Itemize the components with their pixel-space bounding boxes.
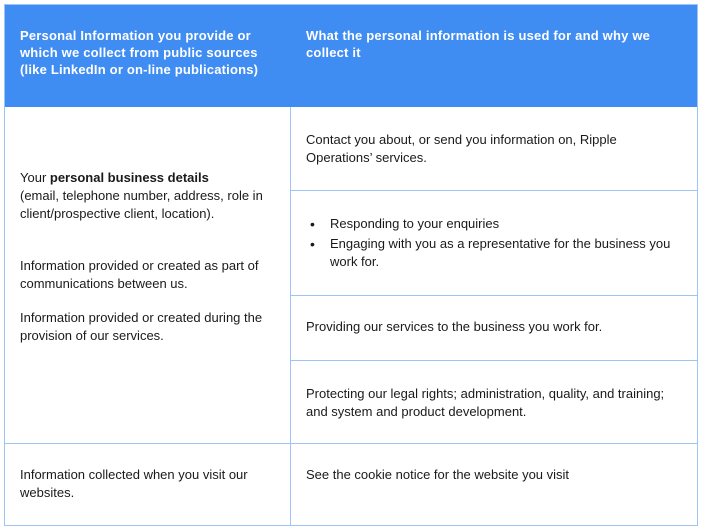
cookie-notice-text: See the cookie notice for the website you visit [306, 467, 570, 482]
cell-cookie [291, 444, 697, 525]
services-provision-text: Information provided or created during the provision of our services. [20, 310, 263, 343]
header-cell-information-source [5, 5, 290, 107]
header-cell-usage [290, 5, 697, 107]
communications-text: Information provided or created as part of communications between us. [20, 258, 259, 291]
providing-text: Providing our services to the business you work for. [306, 319, 603, 334]
contact-text: Contact you about, or send you information on, Ripple Operations’ services. [306, 132, 617, 165]
personal-details-text [20, 169, 280, 223]
cell-enquiries [291, 191, 697, 295]
protecting-text: Protecting our legal rights; administration, quality, and training; and system and product development. [306, 386, 665, 419]
enquiries-list [306, 215, 676, 271]
list-item: • Responding to your enquiries [306, 215, 676, 233]
list-item: • Engaging with you as a representative for the business you work for. [306, 235, 676, 271]
header-text-information-source: Personal Information you provide or which we collect from public sources (like LinkedIn or on-line publications) [20, 28, 259, 77]
personal-details-rest: (email, telephone number, address, role in client/prospective client, location). [20, 188, 263, 221]
website-visit-text: Information collected when you visit our websites. [20, 467, 248, 500]
cell-protecting [291, 361, 697, 443]
personal-details-prefix: Your [20, 170, 50, 185]
cell-business-information [5, 107, 290, 443]
cell-contact [291, 107, 697, 190]
information-table [4, 4, 698, 526]
cell-providing [291, 296, 697, 360]
cell-website-information [5, 444, 290, 525]
header-text-usage: What the personal information is used for and why we collect it [306, 28, 651, 60]
personal-details-bold: personal business details [49, 170, 209, 185]
